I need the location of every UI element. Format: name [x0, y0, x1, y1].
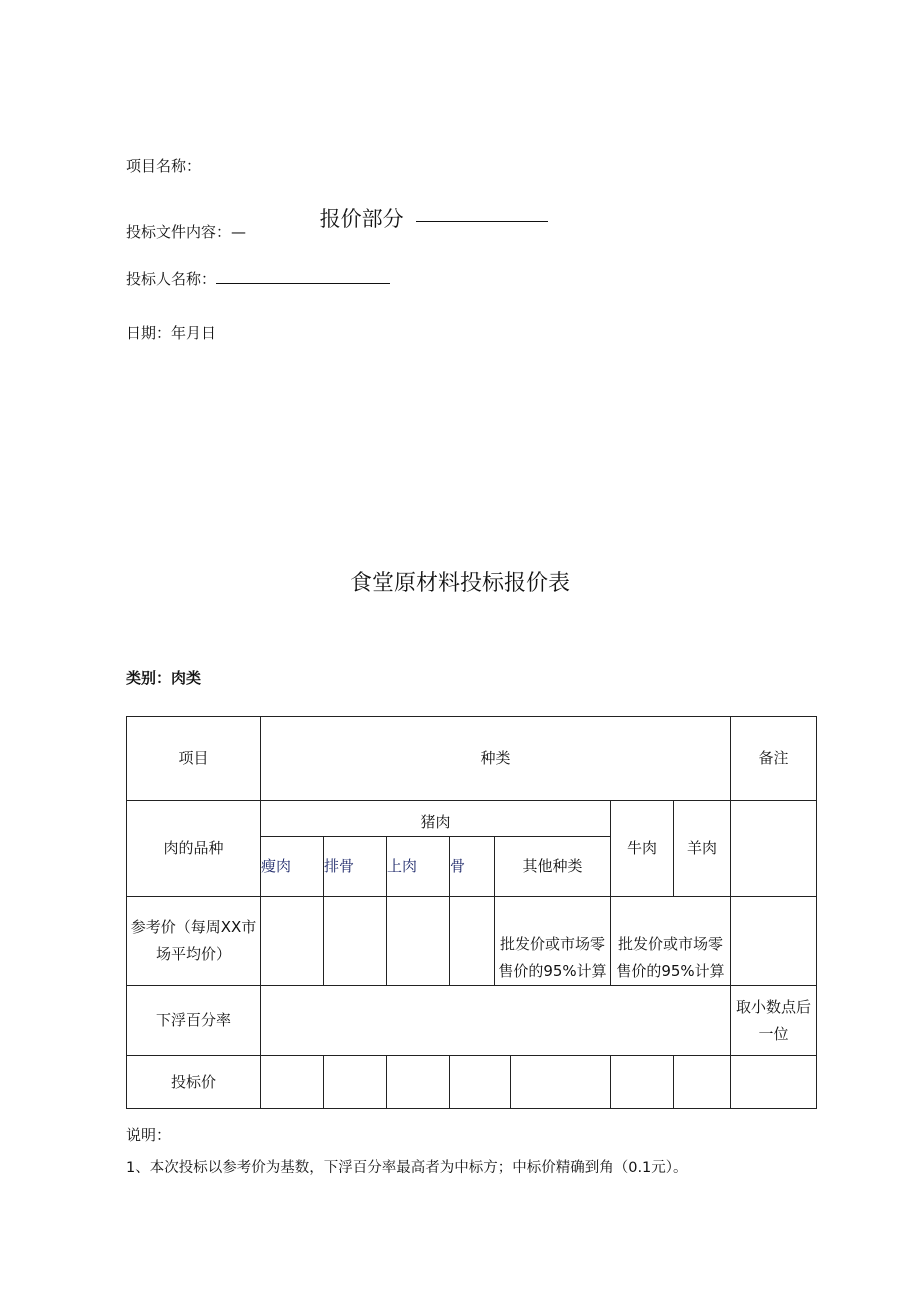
table-header-row — [127, 717, 817, 801]
reference-beef-mutton: 批发价或市场零售价的95%计算 — [611, 897, 731, 986]
discount-label: 下浮百分率 — [127, 986, 261, 1056]
reference-remark — [731, 897, 817, 986]
bid-upper — [387, 1056, 450, 1109]
bid-content-line — [126, 203, 548, 241]
discount-value — [261, 986, 731, 1056]
discount-remark: 取小数点后一位 — [731, 986, 817, 1056]
bid-lean — [261, 1056, 324, 1109]
variety-row-top — [127, 801, 817, 837]
quotation-table — [126, 716, 817, 1109]
date-label: 日期：年月日 — [126, 324, 217, 342]
pork-upper: 上肉 — [387, 837, 450, 897]
bid-ribs — [324, 1056, 387, 1109]
bid-remark — [731, 1056, 817, 1109]
pork-header: 猪肉 — [261, 801, 611, 837]
reference-ribs — [324, 897, 387, 986]
reference-other: 批发价或市场零售价的95%计算 — [495, 897, 611, 986]
bid-other — [511, 1056, 611, 1109]
notes-item-1: 1、本次投标以参考价为基数，下浮百分率最高者为中标方；中标价精确到角（0.1元）。 — [126, 1160, 688, 1176]
variety-remark — [731, 801, 817, 897]
mutton-header: 羊肉 — [674, 801, 731, 897]
bid-label: 投标价 — [127, 1056, 261, 1109]
header-remark: 备注 — [731, 717, 817, 801]
project-name-line — [126, 155, 201, 176]
pork-other: 其他种类 — [495, 837, 611, 897]
pork-ribs: 排骨 — [324, 837, 387, 897]
pork-lean: 瘦肉 — [261, 837, 324, 897]
bid-content-value: 报价部分 — [319, 207, 404, 231]
bid-beef — [611, 1056, 674, 1109]
page-title: 食堂原材料投标报价表 — [349, 571, 570, 596]
reference-bone — [450, 897, 495, 986]
project-name-label: 项目名称： — [126, 157, 202, 175]
header-item: 项目 — [127, 717, 261, 801]
bidder-name-underline — [216, 269, 390, 284]
bid-bone — [450, 1056, 511, 1109]
reference-upper — [387, 897, 450, 986]
header-type: 种类 — [261, 717, 731, 801]
notes-heading: 说明： — [126, 1126, 172, 1144]
bid-row — [127, 1056, 817, 1109]
variety-label: 肉的品种 — [127, 801, 261, 897]
bidder-name-line — [126, 268, 390, 289]
date-line — [126, 322, 216, 343]
discount-row — [127, 986, 817, 1056]
bid-content-label: 投标文件内容：— — [126, 223, 247, 241]
beef-header: 牛肉 — [611, 801, 674, 897]
category-label: 类别：肉类 — [126, 669, 202, 687]
bid-mutton — [674, 1056, 731, 1109]
reference-label: 参考价（每周XX市场平均价） — [127, 897, 261, 986]
reference-row — [127, 897, 817, 986]
pork-bone: 骨 — [450, 837, 495, 897]
bid-content-underline — [416, 221, 548, 222]
reference-lean — [261, 897, 324, 986]
bidder-name-label: 投标人名称： — [126, 270, 217, 288]
